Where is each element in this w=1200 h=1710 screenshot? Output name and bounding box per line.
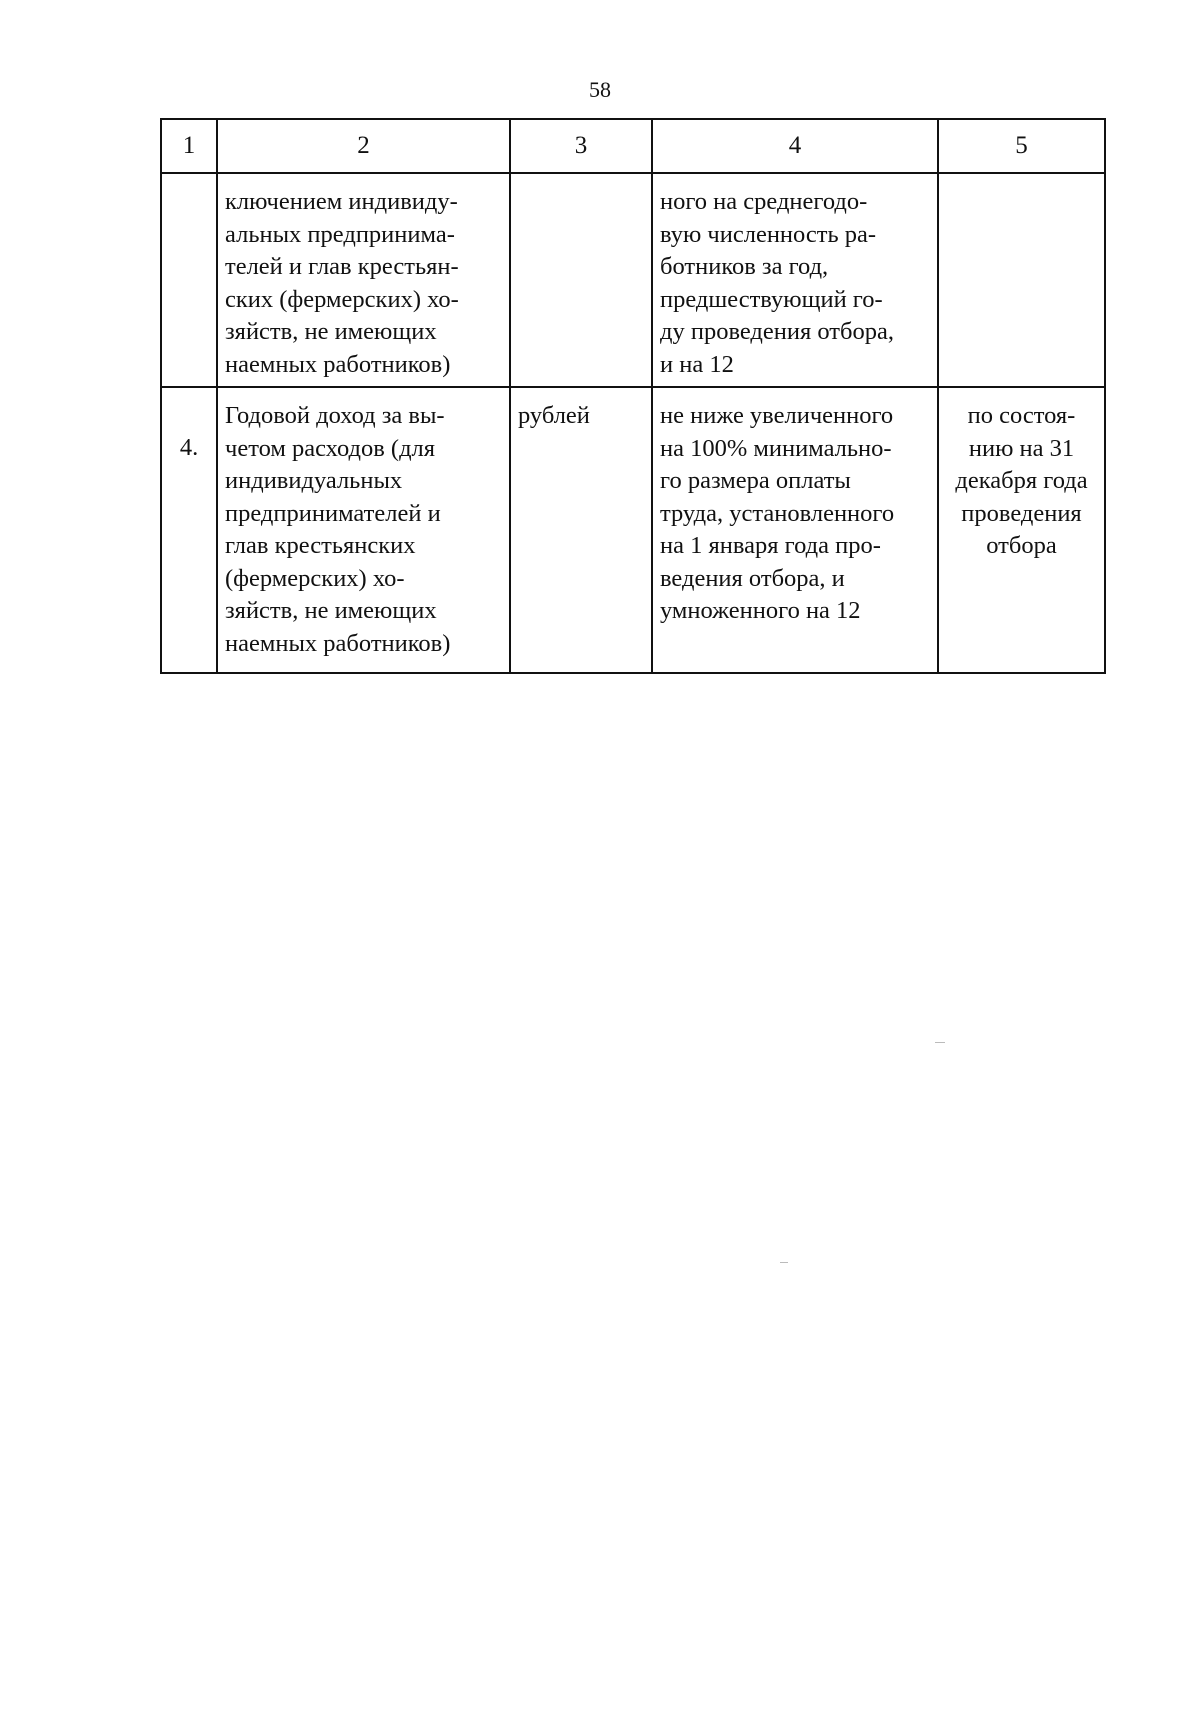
- indicator-text: Годовой доход за вы- четом расходов (для индивидуальных предпринимателей и глав крестьянских (фермерских) хо- зяйств, не имеющих наемных работников): [225, 402, 451, 657]
- date-cell: [938, 173, 1105, 387]
- scan-artifact: [935, 1042, 945, 1043]
- table-header-row: [161, 119, 1105, 173]
- unit-cell: [510, 387, 652, 673]
- column-header-5: 5: [938, 119, 1105, 173]
- column-header-2: 2: [217, 119, 510, 173]
- requirements-table: [160, 118, 1106, 674]
- value-cell: [652, 387, 938, 673]
- value-text: не ниже увеличенного на 100% минимально- го размера оплаты труда, установленного на 1 января года про- ведения отбора, и умноженного на 12: [660, 402, 895, 624]
- row-number-cell: [161, 173, 217, 387]
- row-number: 4.: [179, 434, 199, 461]
- table-row: [161, 387, 1105, 673]
- unit-cell: [510, 173, 652, 387]
- row-number-cell: [161, 387, 217, 673]
- column-header-1: 1: [161, 119, 217, 173]
- indicator-text: ключением индивиду- альных предпринима- телей и глав крестьян- ских (фермерских) хо- зяйств, не имеющих наемных работников): [225, 188, 459, 378]
- table-row: [161, 173, 1105, 387]
- scan-artifact: [780, 1262, 788, 1263]
- value-text: ного на среднегодо- вую численность ра- ботников за год, предшествующий го- ду проведения отбора, и на 12: [660, 188, 894, 378]
- date-text: [939, 174, 1104, 186]
- value-cell: [652, 173, 938, 387]
- date-text: по состоя- нию на 31 декабря года проведения отбора: [955, 402, 1088, 559]
- page-number: 58: [589, 77, 611, 102]
- unit-text: рублей: [518, 402, 590, 429]
- column-header-3: 3: [510, 119, 652, 173]
- column-header-4: 4: [652, 119, 938, 173]
- row-number: [162, 174, 216, 218]
- indicator-cell: [217, 173, 510, 387]
- unit-text: [511, 174, 651, 186]
- indicator-cell: [217, 387, 510, 673]
- date-cell: [938, 387, 1105, 673]
